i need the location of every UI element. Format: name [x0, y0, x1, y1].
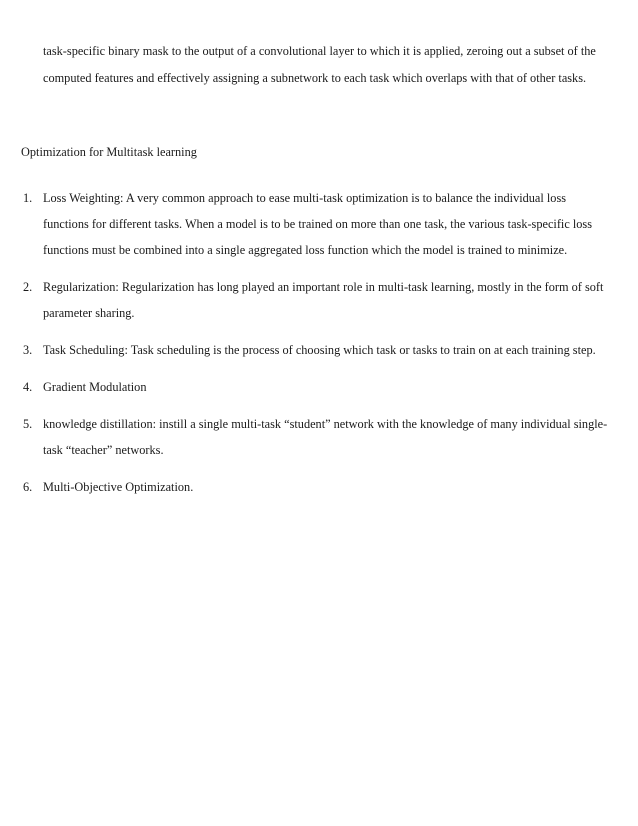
list-item: [0, 274, 613, 326]
list-item-number: 4.: [23, 380, 33, 394]
list-item-text: Gradient Modulation: [43, 380, 147, 394]
list-item: [0, 411, 613, 463]
list-item: [0, 337, 613, 363]
list-item: [0, 185, 613, 263]
list-item-number: 3.: [23, 343, 33, 357]
list-item: [0, 374, 613, 400]
list-item-number: 6.: [23, 480, 33, 494]
list-item-text: Task Scheduling: Task scheduling is the process of choosing which task or tasks to train on at each training step.: [43, 343, 596, 357]
list-item-text: knowledge distillation: instill a single multi-task “student” network with the knowledge of many individual single-task “teacher” networks.: [43, 417, 608, 457]
list-item-text: Multi-Objective Optimization.: [43, 480, 194, 494]
continuation-paragraph: task-specific binary mask to the output of a convolutional layer to which it is applied, zeroing out a subset of the computed features and effectively assigning a subnetwork to each task which overlaps with that of other tasks.: [43, 44, 596, 85]
section-heading: Optimization for Multitask learning: [21, 145, 197, 159]
list-item-text: Loss Weighting: A very common approach to ease multi-task optimization is to balance the individual loss functions for different tasks. When a model is to be trained on more than one task, the various task-specific loss functions must be combined into a single aggregated loss function which the model is trained to minimize.: [43, 191, 593, 257]
list-item: [0, 474, 613, 500]
list-item-text: Regularization: Regularization has long played an important role in multi-task learning, mostly in the form of soft parameter sharing.: [43, 280, 604, 320]
optimization-list: [0, 185, 638, 511]
list-item-number: 2.: [23, 280, 33, 294]
list-item-number: 5.: [23, 417, 33, 431]
list-item-number: 1.: [23, 191, 33, 205]
